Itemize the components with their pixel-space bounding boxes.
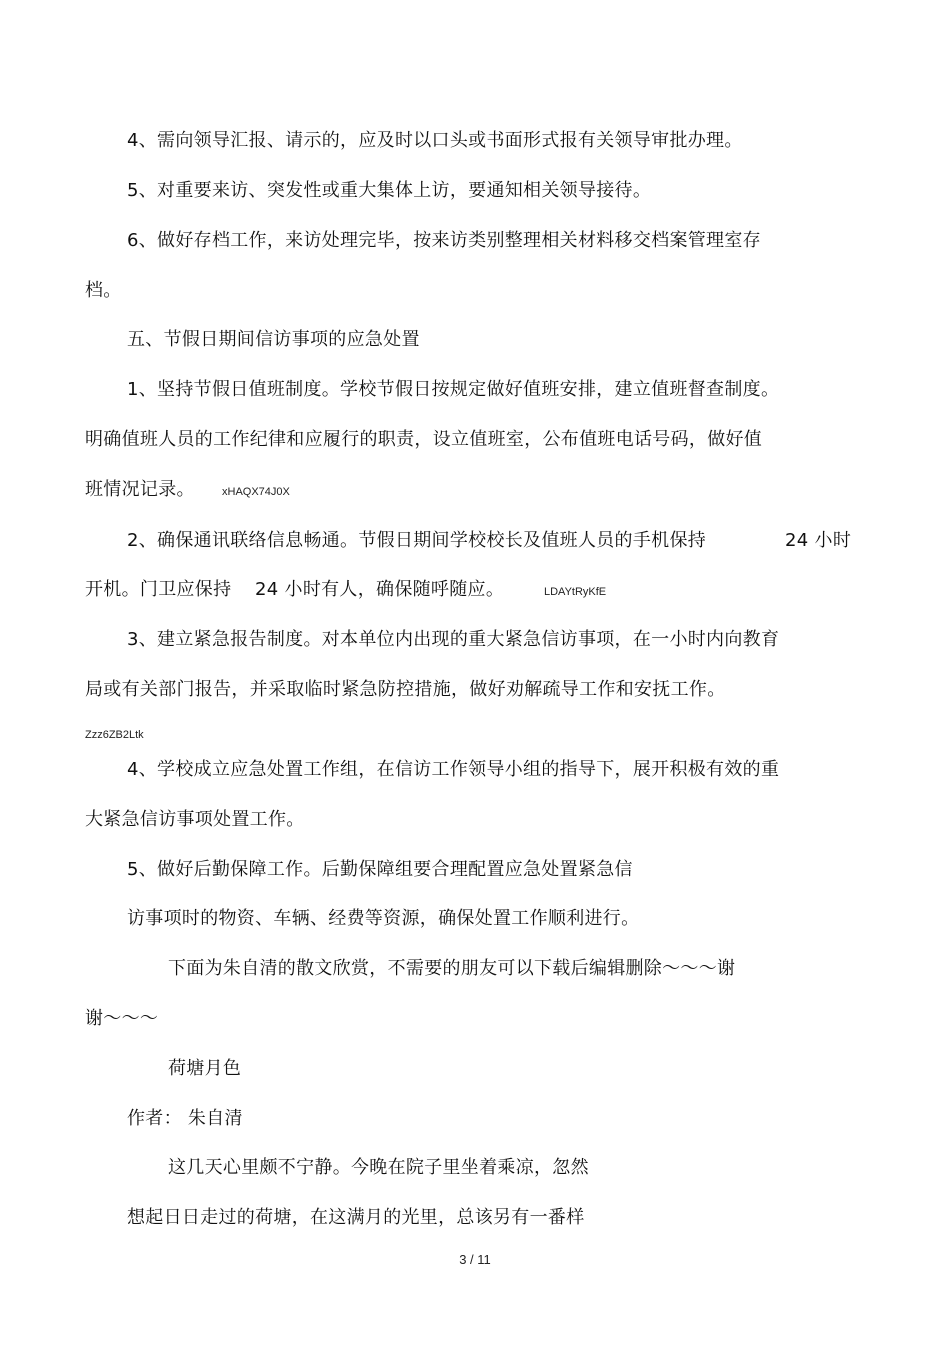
text-line: 5、做好后勤保障工作。后勤保障组要合理配置应急处置紧急信 [127,859,633,880]
text-line: 大紧急信访事项处置工作。 [85,809,305,830]
essay-author: 作者： 朱自清 [127,1108,243,1129]
text-line: 访事项时的物资、车辆、经费等资源，确保处置工作顺利进行。 [127,908,640,929]
text-line: 班情况记录。 [85,479,195,500]
text-line: 谢～～～ [85,1008,159,1029]
text-line: 局或有关部门报告，并采取临时紧急防控措施，做好劝解疏导工作和安抚工作。 [85,679,726,700]
text-line: 24 小时有人，确保随呼随应。 [255,579,505,600]
text-line: 3、建立紧急报告制度。对本单位内出现的重大紧急信访事项，在一小时内向教育 [127,629,780,650]
text-line: 24 小时 [785,530,852,551]
text-line: 4、需向领导汇报、请示的，应及时以口头或书面形式报有关领导审批办理。 [127,130,743,151]
text-line: 这几天心里颇不宁静。今晚在院子里坐着乘凉，忽然 [168,1157,589,1178]
page-number: 3 / 11 [459,1252,491,1267]
text-line: 5、对重要来访、突发性或重大集体上访，要通知相关领导接待。 [127,180,652,201]
text-line: 档。 [85,280,122,301]
text-line: 4、学校成立应急处置工作组，在信访工作领导小组的指导下，展开积极有效的重 [127,759,780,780]
text-line: 开机。门卫应保持 [85,579,232,600]
watermark-code: Zzz6ZB2Ltk [85,729,144,741]
text-line: 1、坚持节假日值班制度。学校节假日按规定做好值班安排，建立值班督查制度。 [127,379,780,400]
watermark-code: xHAQX74J0X [222,486,290,498]
essay-title: 荷塘月色 [168,1058,242,1079]
watermark-code: LDAYtRyKfE [544,586,607,598]
text-line: 下面为朱自清的散文欣赏，不需要的朋友可以下载后编辑删除～～～谢 [168,958,736,979]
text-line: 想起日日走过的荷塘，在这满月的光里，总该另有一番样 [127,1207,585,1228]
section-heading: 五、节假日期间信访事项的应急处置 [127,329,420,350]
text-line: 2、确保通讯联络信息畅通。节假日期间学校校长及值班人员的手机保持 [127,530,707,551]
text-line: 明确值班人员的工作纪律和应履行的职责，设立值班室，公布值班电话号码，做好值 [85,429,763,450]
text-line: 6、做好存档工作，来访处理完毕，按来访类别整理相关材料移交档案管理室存 [127,230,761,251]
